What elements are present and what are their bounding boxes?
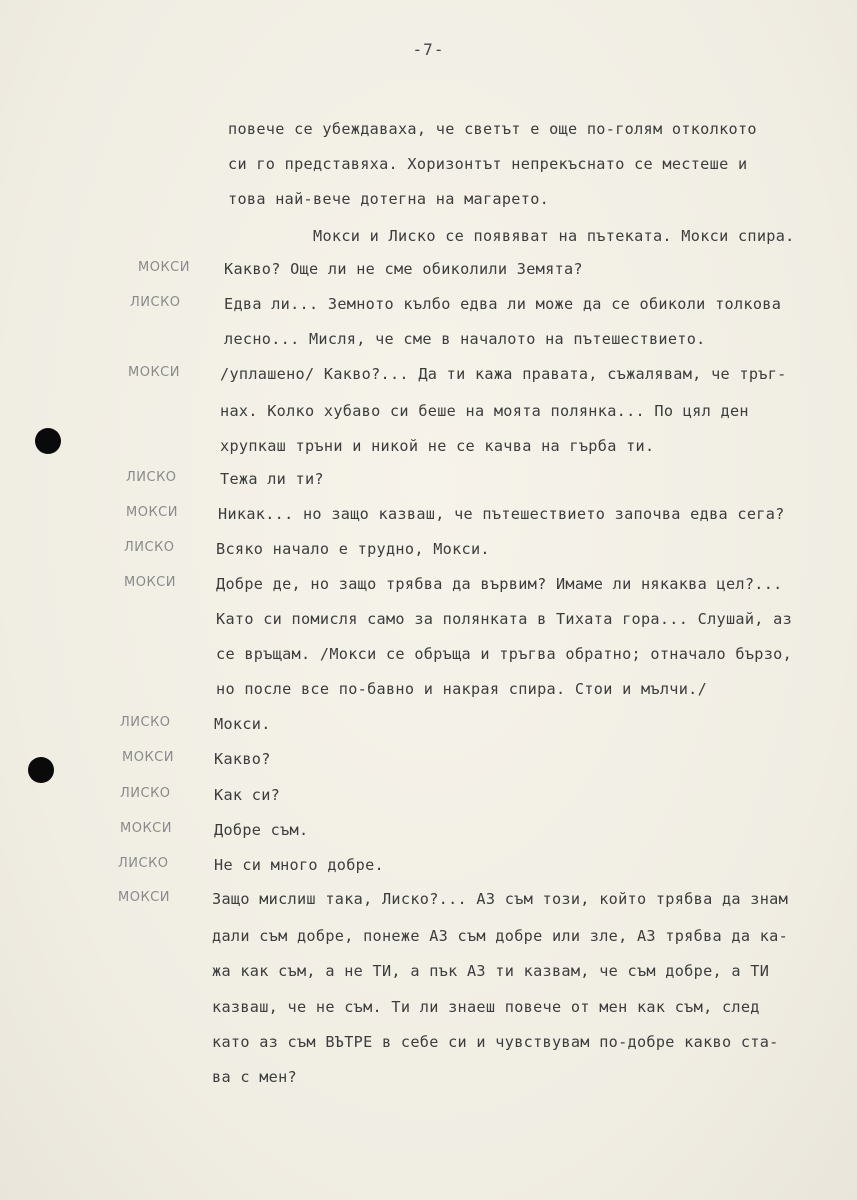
intro-line: повече се убеждаваха, че светът е още по-голям отколкото — [228, 120, 757, 138]
intro-line: това най-вече дотегна на магарето. — [228, 190, 550, 208]
dialogue-line: като аз съм ВЪТРЕ в себе си и чувствувам по-добре какво ста- — [212, 1033, 779, 1051]
dialogue-line: хрупкаш тръни и никой не се качва на гърба ти. — [220, 437, 655, 455]
dialogue-line: /уплашено/ Какво?... Да ти кажа правата, съжалявам, че тръг- — [220, 365, 787, 383]
dialogue-line: Едва ли... Земното кълбо едва ли може да се обиколи толкова — [224, 295, 782, 313]
page-number: -7- — [412, 40, 445, 59]
dialogue-line: Защо мислиш така, Лиско?... АЗ съм този, който трябва да знам — [212, 890, 789, 908]
speaker-label: МОКСИ — [126, 505, 178, 520]
dialogue-line: Добре де, но защо трябва да вървим? Имаме ли някаква цел?... — [216, 575, 783, 593]
dialogue-line: нах. Колко хубаво си беше на моята полянка... По цял ден — [220, 402, 749, 420]
speaker-label: ЛИСКО — [126, 470, 177, 485]
dialogue-line: Какво? Още ли не сме обиколили Земята? — [224, 260, 583, 278]
dialogue-line: Тежа ли ти? — [220, 470, 324, 488]
dialogue-line: дали съм добре, понеже АЗ съм добре или зле, АЗ трябва да ка- — [212, 927, 789, 945]
speaker-label: ЛИСКО — [130, 295, 181, 310]
speaker-label: МОКСИ — [138, 260, 190, 275]
speaker-label: ЛИСКО — [118, 856, 169, 871]
speaker-label: МОКСИ — [128, 365, 180, 380]
dialogue-line: Как си? — [214, 786, 281, 804]
dialogue-line: казваш, че не съм. Ти ли знаеш повече от мен как съм, след — [212, 998, 760, 1016]
dialogue-line: Като си помисля само за полянката в Тихата гора... Слушай, аз — [216, 610, 793, 628]
speaker-label: ЛИСКО — [124, 540, 175, 555]
dialogue-line: но после все по-бавно и накрая спира. Стои и мълчи./ — [216, 680, 708, 698]
stage-direction: Мокси и Лиско се появяват на пътеката. Мокси спира. — [313, 227, 795, 245]
dialogue-line: ва с мен? — [212, 1068, 297, 1086]
dialogue-line: Никак... но защо казваш, че пътешествието започва едва сега? — [218, 505, 785, 523]
dialogue-line: Какво? — [214, 750, 271, 768]
dialogue-line: лесно... Мисля, че сме в началото на пътешествието. — [224, 330, 706, 348]
speaker-label: ЛИСКО — [120, 715, 171, 730]
speaker-label: МОКСИ — [124, 575, 176, 590]
intro-line: си го представяха. Хоризонтът непрекъснато се местеше и — [228, 155, 748, 173]
dialogue-line: се връщам. /Мокси се обръща и тръгва обратно; отначало бързо, — [216, 645, 793, 663]
dialogue-line: жа как съм, а не ТИ, а пък АЗ ти казвам, че съм добре, а ТИ — [212, 962, 770, 980]
speaker-label: МОКСИ — [122, 750, 174, 765]
dialogue-line: Добре съм. — [214, 821, 309, 839]
speaker-label: МОКСИ — [118, 890, 170, 905]
punch-hole-bottom — [28, 757, 54, 783]
speaker-label: ЛИСКО — [120, 786, 171, 801]
speaker-label: МОКСИ — [120, 821, 172, 836]
punch-hole-top — [35, 428, 61, 454]
dialogue-line: Всяко начало е трудно, Мокси. — [216, 540, 490, 558]
dialogue-line: Мокси. — [214, 715, 271, 733]
dialogue-line: Не си много добре. — [214, 856, 384, 874]
